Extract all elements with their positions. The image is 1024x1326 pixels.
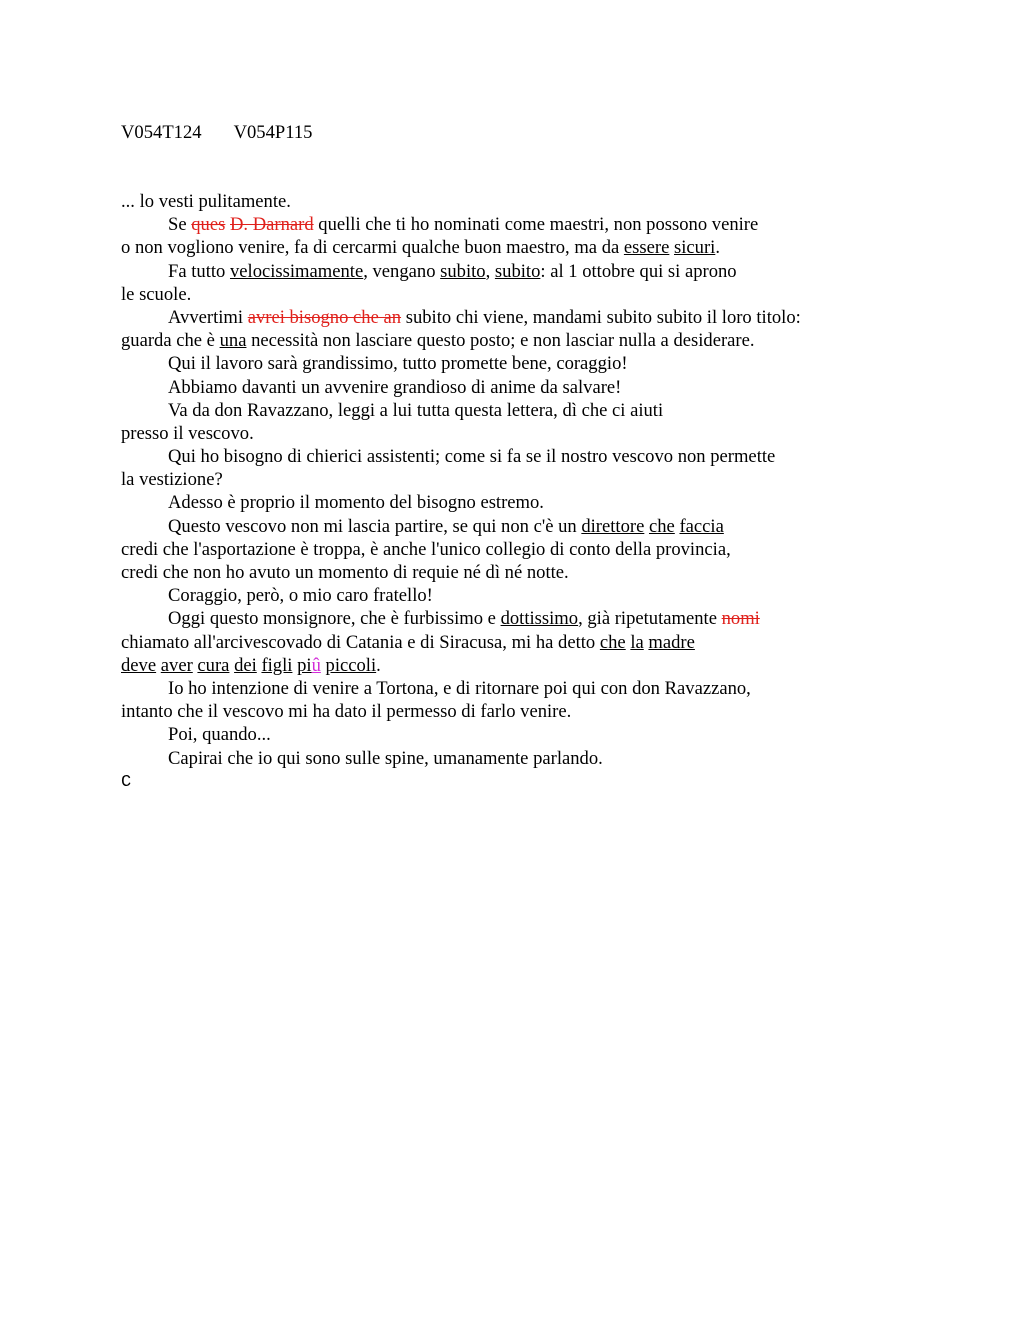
line-text: ... lo vesti pulitamente.	[121, 191, 291, 212]
text-line-20	[121, 631, 911, 654]
text-line-25	[121, 747, 911, 770]
volume-code-p: V054P115	[233, 122, 313, 143]
underlined-word: deve	[121, 654, 157, 676]
line-text: , già ripetutamente	[578, 608, 722, 630]
line-text: la vestizione?	[121, 469, 223, 491]
underlined-word: subito	[494, 260, 541, 282]
line-text: Avvertimi	[168, 306, 248, 328]
text-line-24	[121, 723, 911, 746]
line-text: Fa tutto	[168, 260, 230, 282]
underlined-word: subito	[440, 260, 486, 282]
text-line-18	[121, 584, 911, 607]
line-text: Qui ho bisogno di chierici assistenti; come si fa se il nostro vescovo non permette	[168, 446, 776, 468]
line-text: credi che non ho avuto un momento di requie né dì né notte.	[121, 562, 569, 583]
text-line-4	[121, 260, 911, 283]
underlined-word: dei	[234, 654, 257, 676]
text-line-3	[121, 236, 911, 259]
text-line-26	[121, 770, 911, 796]
underlined-word: direttore	[581, 515, 645, 537]
text-line-2	[121, 213, 911, 236]
underlined-word: sicuri	[674, 237, 716, 259]
line-text: necessità non lasciare questo posto; e non lasciar nulla a desiderare.	[246, 330, 755, 352]
line-text: Va da don Ravazzano, leggi a lui tutta questa lettera, dì che ci aiuti	[168, 399, 664, 421]
line-text: : al 1 ottobre qui si aprono	[540, 260, 737, 282]
deleted-word: ques	[191, 214, 226, 236]
underlined-word: cura	[197, 654, 230, 676]
text-line-23	[121, 700, 911, 723]
line-text: Poi, quando...	[168, 724, 271, 746]
line-text: Capirai che io qui sono sulle spine, umanamente parlando.	[168, 747, 603, 769]
line-text: C	[121, 772, 132, 792]
text-line-14	[121, 491, 911, 514]
inserted-character: û	[311, 654, 321, 676]
text-line-7	[121, 329, 911, 352]
text-line-6	[121, 306, 911, 329]
line-text: ,	[485, 260, 495, 282]
underlined-word: faccia	[679, 515, 724, 537]
text-line-17	[121, 561, 911, 584]
text-line-15	[121, 515, 911, 538]
text-line-22	[121, 677, 911, 700]
text-line-10	[121, 399, 911, 422]
line-text: intanto che il vescovo mi ha dato il permesso di farlo venire.	[121, 701, 572, 723]
text-line-5	[121, 283, 911, 306]
underlined-word: la	[630, 631, 644, 653]
text-line-21	[121, 654, 911, 677]
line-text: Qui il lavoro sarà grandissimo, tutto promette bene, coraggio!	[168, 353, 628, 375]
line-text: chiamato all'arcivescovado di Catania e di Siracusa, mi ha detto	[121, 631, 600, 653]
underlined-word: essere	[623, 237, 670, 259]
text-line-19	[121, 607, 911, 630]
line-text: , vengano	[363, 260, 441, 282]
underlined-word: dottissimo	[500, 608, 579, 630]
line-text: Abbiamo davanti un avvenire grandioso di anime da salvare!	[168, 376, 622, 398]
underlined-word: madre	[648, 631, 695, 653]
line-text: presso il vescovo.	[121, 422, 254, 444]
line-text: subito chi viene, mandami subito subito il loro titolo:	[401, 306, 801, 328]
line-text: o non vogliono venire, fa di cercarmi qualche buon maestro, ma da	[121, 237, 624, 259]
deleted-word: nomi	[721, 608, 760, 630]
line-text: Se	[168, 214, 192, 236]
line-text: Oggi questo monsignore, che è furbissimo e	[168, 608, 501, 630]
underlined-word: piccoli	[325, 654, 377, 676]
text-line-16	[121, 538, 911, 561]
line-text: Io ho intenzione di venire a Tortona, e di ritornare poi qui con don Ravazzano,	[168, 677, 751, 699]
underlined-word: che	[599, 631, 626, 653]
line-text: le scuole.	[121, 283, 192, 305]
line-text: .	[715, 237, 720, 259]
underlined-word: velocissimamente	[229, 260, 364, 282]
line-text: credi che l'asportazione è troppa, è anche l'unico collegio di conto della provincia,	[121, 538, 731, 560]
line-text: Questo vescovo non mi lascia partire, se qui non c'è un	[168, 515, 582, 537]
text-line-1	[121, 190, 911, 213]
line-text: guarda che è	[121, 330, 220, 352]
line-text: Coraggio, però, o mio caro fratello!	[168, 585, 433, 607]
line-text: quelli che ti ho nominati come maestri, non possono venire	[313, 214, 759, 236]
text-line-8	[121, 352, 911, 375]
document-header	[121, 121, 312, 144]
text-line-13	[121, 468, 911, 491]
underlined-word: una	[219, 330, 247, 352]
volume-code-t: V054T124	[121, 122, 202, 143]
text-line-11	[121, 422, 911, 445]
text-line-12	[121, 445, 911, 468]
underlined-word: pi	[297, 654, 312, 676]
deleted-word: D. Darnard	[230, 214, 314, 236]
letter-body	[121, 190, 911, 796]
line-text: .	[376, 654, 381, 676]
deleted-phrase: avrei bisogno che an	[247, 306, 402, 328]
underlined-word: aver	[160, 654, 193, 676]
underlined-word: che	[648, 515, 675, 537]
line-text: Adesso è proprio il momento del bisogno estremo.	[168, 492, 544, 514]
text-line-9	[121, 376, 911, 399]
underlined-word: figli	[261, 654, 293, 676]
